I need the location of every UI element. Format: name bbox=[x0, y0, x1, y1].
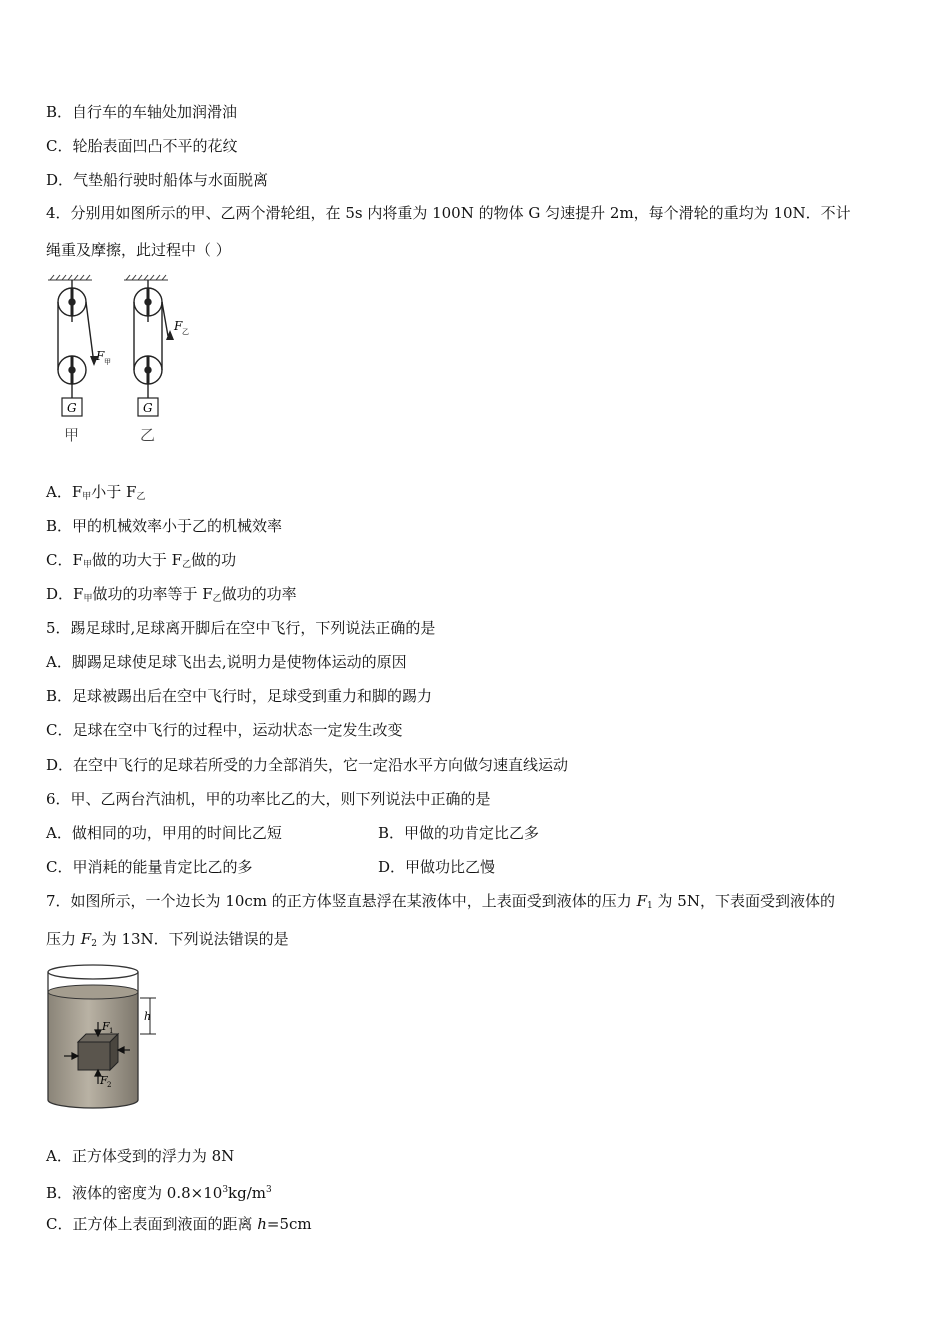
q4-stem-line2: 绳重及摩擦，此过程中（ ） bbox=[46, 241, 231, 259]
label-f1: F bbox=[102, 1020, 110, 1033]
q7-option-b: B．液体的密度为 $0.8\times 10^3kg/m^3$ bbox=[46, 1184, 272, 1202]
ceiling-jia bbox=[48, 275, 92, 280]
pulley-system-jia bbox=[58, 280, 94, 416]
q7-option-a: A．正方体受到的浮力为 8N bbox=[46, 1147, 235, 1165]
label-f-jia: F bbox=[96, 349, 105, 363]
q4-option-c: C．$F_甲$做的功大于 $F_乙$做的功 bbox=[46, 551, 237, 570]
label-f-yi-sub: 乙 bbox=[182, 328, 189, 336]
label-yi: 乙 bbox=[140, 426, 156, 444]
label-f-jia-sub: 甲 bbox=[104, 358, 111, 366]
load-g-yi: G bbox=[143, 401, 153, 415]
label-jia: 甲 bbox=[64, 426, 80, 444]
cube bbox=[78, 1034, 118, 1070]
q5-option-a: A．脚踢足球使足球飞出去,说明力是使物体运动的原因 bbox=[46, 653, 407, 671]
q7-option-c: C．正方体上表面到液面的距离 h=5cm bbox=[46, 1215, 312, 1233]
label-f-yi: F bbox=[174, 319, 183, 333]
label-f2-sub: 2 bbox=[107, 1081, 112, 1089]
q6-option-a: A．做相同的功，甲用的时间比乙短 bbox=[46, 824, 282, 842]
q3-option-c: C．轮胎表面凹凸不平的花纹 bbox=[46, 137, 238, 155]
q3-option-d: D．气垫船行驶时船体与水面脱离 bbox=[46, 171, 269, 189]
q4-option-b: B．甲的机械效率小于乙的机械效率 bbox=[46, 517, 283, 535]
beaker-figure bbox=[44, 962, 166, 1114]
pulley-figure bbox=[44, 274, 204, 446]
q4-stem-line1: 4．分别用如图所示的甲、乙两个滑轮组，在 5s 内将重为 100N 的物体 G 匀速提升 2m，每个滑轮的重均为 10N．不计 bbox=[46, 204, 851, 222]
q4-option-a: A．$F_甲$小于 $F_乙$ bbox=[46, 483, 146, 502]
q6-option-d: D．甲做功比乙慢 bbox=[378, 858, 496, 876]
q4-option-d: D．$F_甲$做功的功率等于 $F_乙$做功的功率 bbox=[46, 585, 297, 604]
q5-stem: 5．踢足球时,足球离开脚后在空中飞行，下列说法正确的是 bbox=[46, 619, 436, 637]
pulley-system-yi bbox=[134, 280, 168, 416]
q5-option-d: D．在空中飞行的足球若所受的力全部消失，它一定沿水平方向做匀速直线运动 bbox=[46, 756, 569, 774]
load-g-jia: G bbox=[67, 401, 77, 415]
label-h: h bbox=[144, 1010, 152, 1023]
beaker-rim bbox=[48, 965, 138, 979]
q5-option-b: B．足球被踢出后在空中飞行时，足球受到重力和脚的踢力 bbox=[46, 687, 433, 705]
q5-option-c: C．足球在空中飞行的过程中，运动状态一定发生改变 bbox=[46, 721, 403, 739]
q7-stem-line2: 压力 $F_2$ 为 13N．下列说法错误的是 bbox=[46, 930, 289, 949]
q7-stem-line1: 7．如图所示，一个边长为 10cm 的正方体竖直悬浮在某液体中，上表面受到液体的压力 $F_1$ 为 5N，下表面受到液体的 bbox=[46, 892, 835, 911]
q6-option-b: B．甲做的功肯定比乙多 bbox=[378, 824, 540, 842]
label-f2: F bbox=[100, 1074, 108, 1087]
q6-option-c: C．甲消耗的能量肯定比乙的多 bbox=[46, 858, 253, 876]
q3-option-b: B．自行车的车轴处加润滑油 bbox=[46, 103, 238, 121]
ceiling-yi bbox=[124, 275, 168, 280]
label-f1-sub: 1 bbox=[109, 1027, 114, 1035]
q6-stem: 6．甲、乙两台汽油机，甲的功率比乙的大，则下列说法中正确的是 bbox=[46, 790, 491, 808]
